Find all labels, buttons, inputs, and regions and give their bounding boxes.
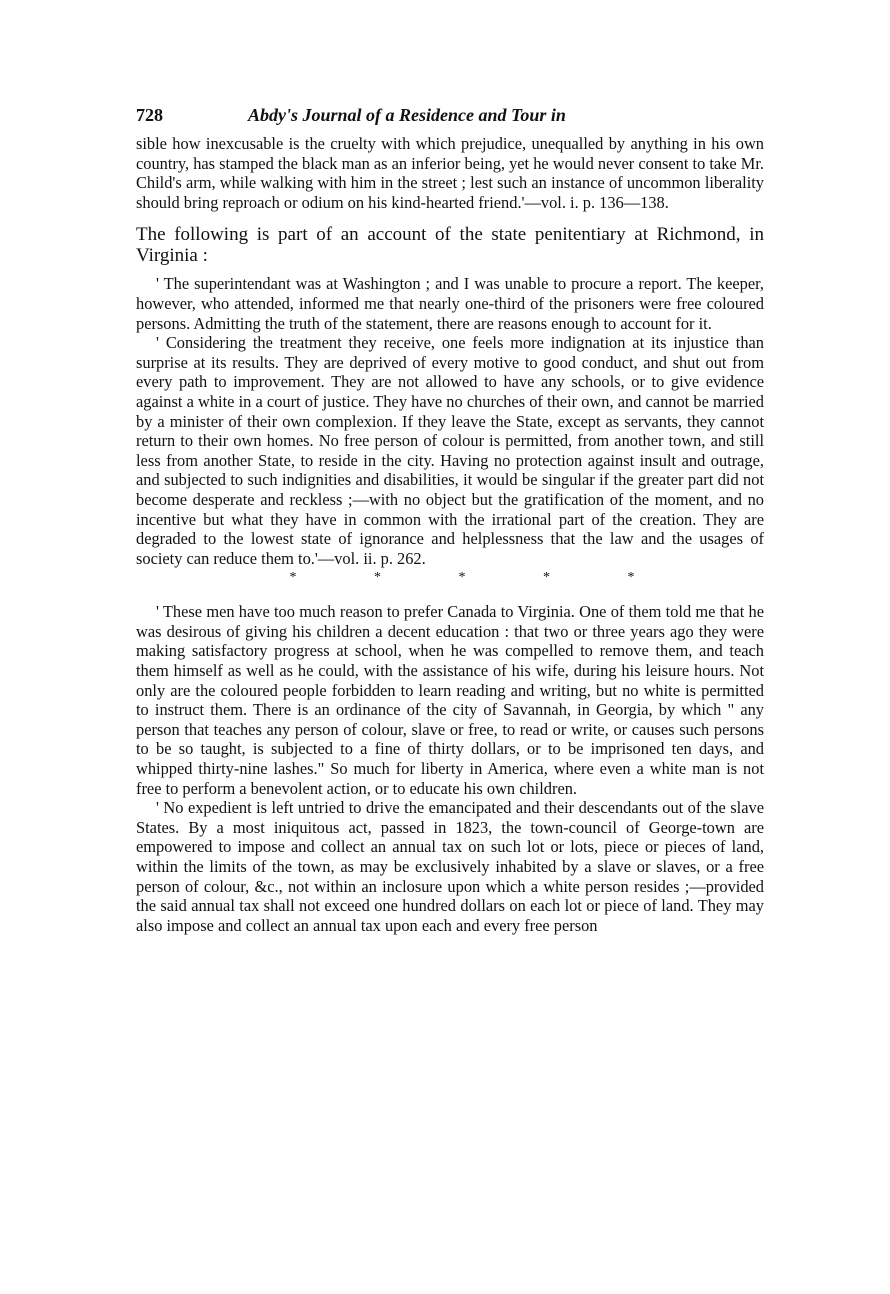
running-title: Abdy's Journal of a Residence and Tour in (248, 105, 566, 125)
paragraph-canada: ' These men have too much reason to prefer Canada to Virginia. One of them told me that he was desirous of giving his children a decent education : that two or three years ago they were making satisfactory progress at school, when he was compelled to remove them, and teach them himself as well as he could, with the assistance of his wife, during his leisure hours. Not only are the coloured people forbidden to learn reading and writing, but no white is permitted to instruct them. There is an ordinance of the city of Savannah, in Georgia, by which " any person that teaches any person of colour, slave or free, to read or write, or causes such persons to be so taught, is subjected to a fine of thirty dollars, or to be imprisoned ten days, and whipped thirty-nine lashes." So much for liberty in America, where even a white man is not free to perform a benevolent action, or to educate his own children. (136, 602, 764, 798)
paragraph-considering: ' Considering the treatment they receive, one feels more indignation at its injustice than surprise at its results. They are deprived of every motive to good conduct, and shut out from every path to improvement. They are not allowed to have any schools, or to give evidence against a white in a court of justice. They have no churches of their own, and cannot be married by a minister of their own complexion. If they leave the State, except as servants, they cannot return to their own homes. No free person of colour is permitted, from another town, and still less from another State, to reside in the city. Having no protection against insult and outrage, and subjected to such indignities and disabilities, it would be singular if the greater part did not become desperate and reckless ;—with no object but the gratification of the moment, and no incentive but what they have in common with the irrational part of the creation. They are degraded to the lowest state of ignorance and helplessness that the law and the usages of society can reduce them to.'—vol. ii. p. 262. (136, 333, 764, 568)
page-body (136, 134, 764, 935)
section-intro: The following is part of an account of the state penitentiary at Richmond, in Virginia : (136, 224, 764, 267)
paragraph-superintendant: ' The superintendant was at Washington ; and I was unable to procure a report. The keeper, however, who attended, informed me that nearly one-third of the prisoners were free coloured persons. Admitting the truth of the statement, there are reasons enough to account for it. (136, 274, 764, 333)
paragraph-expedient: ' No expedient is left untried to drive the emancipated and their descendants out of the slave States. By a most iniquitous act, passed in 1823, the town-council of George-town are empowered to impose and collect an annual tax on such lot or lots, piece or pieces of land, within the limits of the town, as may be exclusively inhabited by a slave or slaves, or a free person of colour, &c., not within an inclosure upon which a white person resides ;—provided the said annual tax shall not exceed one hundred dollars on each lot or piece of land. They may also impose and collect an annual tax upon each and every free person (136, 798, 764, 935)
section-break-asterisks: * * * * * (289, 570, 635, 586)
paragraph-continued: sible how inexcusable is the cruelty with which prejudice, unequalled by anything in his own country, has stamped the black man as an inferior being, yet he would never consent to take Mr. Child's arm, while walking with him in the street ; lest such an instance of uncommon liberality should bring reproach or odium on his kind-hearted friend.'—vol. i. p. 136—138. (136, 134, 764, 212)
page-number: 728 (136, 105, 163, 125)
